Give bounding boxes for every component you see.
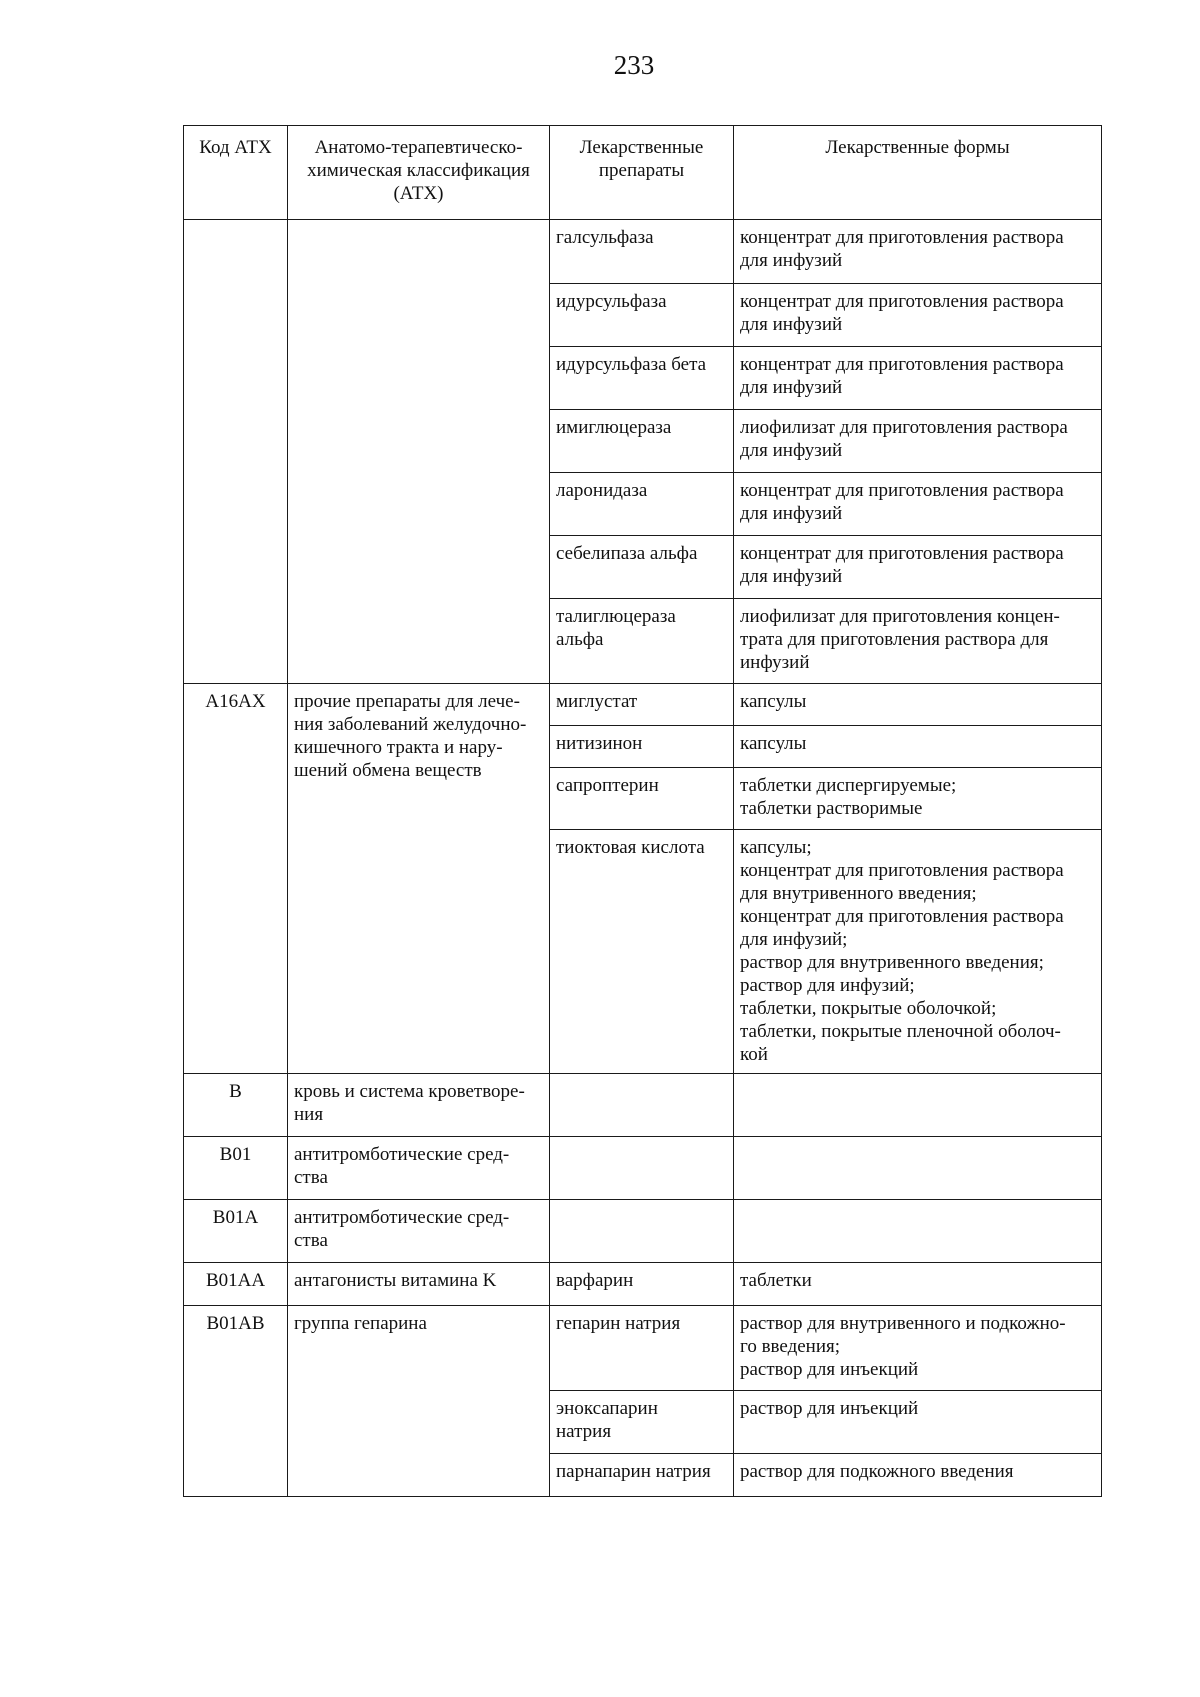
dosage-form-cell	[734, 1263, 1102, 1306]
dosage-form-cell	[734, 1306, 1102, 1391]
atc-table	[183, 125, 1102, 1497]
dosage-form-cell	[734, 768, 1102, 830]
text-line: химическая классификация	[307, 160, 530, 181]
text-line: парнапарин натрия	[556, 1461, 711, 1482]
dosage-form-cell	[734, 1454, 1102, 1497]
dosage-form-cell	[734, 284, 1102, 347]
text-line: Анатомо-терапевтическо-	[314, 137, 523, 158]
text-line: инфузий	[740, 652, 810, 673]
drug-name-cell	[550, 220, 734, 284]
drug-name-cell	[550, 284, 734, 347]
table-row	[184, 220, 1102, 284]
drug-name-cell	[550, 1454, 734, 1497]
text-line: прочие препараты для лече-	[294, 691, 520, 712]
dosage-form-cell	[734, 1391, 1102, 1454]
drug-name-cell	[550, 1200, 734, 1263]
text-line: капсулы	[740, 733, 807, 754]
text-line: антитромботические сред-	[294, 1144, 510, 1165]
table-header-row	[184, 126, 1102, 220]
text-line: кровь и система кроветворе-	[294, 1081, 525, 1102]
text-line: B	[229, 1081, 242, 1102]
drug-name-cell	[550, 410, 734, 473]
text-line: трата для приготовления раствора для	[740, 629, 1049, 650]
text-line: концентрат для приготовления раствора	[740, 906, 1064, 927]
drug-name-cell	[550, 684, 734, 726]
drug-name-cell	[550, 726, 734, 768]
drug-name-cell	[550, 1074, 734, 1137]
atc-classification-cell	[288, 220, 550, 684]
text-line: группа гепарина	[294, 1313, 427, 1334]
text-line: для инфузий	[740, 377, 843, 398]
text-line: таблетки растворимые	[740, 798, 923, 819]
text-line: антитромботические сред-	[294, 1207, 510, 1228]
dosage-form-cell	[734, 473, 1102, 536]
dosage-form-cell	[734, 1137, 1102, 1200]
atc-code-cell	[184, 1306, 288, 1497]
text-line: раствор для подкожного введения	[740, 1461, 1014, 1482]
text-line: B01A	[212, 1207, 259, 1228]
text-line: го введения;	[740, 1336, 841, 1357]
drug-name-cell	[550, 347, 734, 410]
text-line: идурсульфаза	[556, 291, 667, 312]
text-line: миглустат	[556, 691, 638, 712]
drug-name-cell	[550, 1391, 734, 1454]
text-line: галсульфаза	[556, 227, 654, 248]
text-line: B01AB	[206, 1313, 265, 1334]
text-line: кишечного тракта и нару-	[294, 737, 503, 758]
atc-classification-cell	[288, 1263, 550, 1306]
atc-classification-cell	[288, 1306, 550, 1497]
text-line: эноксапарин	[556, 1398, 658, 1419]
text-line: концентрат для приготовления раствора	[740, 291, 1064, 312]
drug-name-cell	[550, 536, 734, 599]
header-code: Код АТХ	[184, 126, 288, 220]
text-line: для инфузий	[740, 314, 843, 335]
text-line: ния заболеваний желудочно-	[294, 714, 527, 735]
table-row	[184, 1074, 1102, 1137]
text-line: Лекарственные	[579, 137, 704, 158]
atc-classification-cell	[288, 1200, 550, 1263]
atc-code-cell	[184, 1137, 288, 1200]
page-number: 233	[613, 50, 655, 80]
text-line: лиофилизат для приготовления раствора	[740, 417, 1068, 438]
text-line: антагонисты витамина K	[294, 1270, 497, 1291]
text-line: для внутривенного введения;	[740, 883, 977, 904]
dosage-form-cell	[734, 220, 1102, 284]
table-row	[184, 684, 1102, 726]
atc-classification-cell	[288, 684, 550, 1074]
text-line: B01	[219, 1144, 252, 1165]
text-line: себелипаза альфа	[556, 543, 698, 564]
text-line: для инфузий	[740, 566, 843, 587]
text-line: для инфузий	[740, 503, 843, 524]
text-line: концентрат для приготовления раствора	[740, 860, 1064, 881]
drug-name-cell	[550, 473, 734, 536]
atc-code-cell	[184, 1074, 288, 1137]
dosage-form-cell	[734, 410, 1102, 473]
drug-name-cell	[550, 1263, 734, 1306]
atc-code-cell	[184, 684, 288, 1074]
text-line: тиоктовая кислота	[556, 837, 705, 858]
text-line: раствор для инъекций	[740, 1398, 919, 1419]
text-line: кой	[740, 1044, 768, 1065]
atc-code-cell	[184, 220, 288, 684]
drug-name-cell	[550, 830, 734, 1074]
header-forms: Лекарственные формы	[734, 126, 1102, 220]
text-line: таблетки, покрытые пленочной оболоч-	[740, 1021, 1061, 1042]
dosage-form-cell	[734, 1200, 1102, 1263]
table-row	[184, 1200, 1102, 1263]
dosage-form-cell	[734, 684, 1102, 726]
text-line: концентрат для приготовления раствора	[740, 354, 1064, 375]
drug-name-cell	[550, 768, 734, 830]
atc-classification-cell	[288, 1137, 550, 1200]
dosage-form-cell	[734, 599, 1102, 684]
text-line: (АТХ)	[393, 183, 444, 204]
text-line: ларонидаза	[556, 480, 648, 501]
text-line: талиглюцераза	[556, 606, 676, 627]
text-line: таблетки, покрытые оболочкой;	[740, 998, 997, 1019]
text-line: шений обмена веществ	[294, 760, 482, 781]
text-line: B01AA	[205, 1270, 266, 1291]
table-row	[184, 1263, 1102, 1306]
text-line: капсулы	[740, 691, 807, 712]
text-line: капсулы;	[740, 837, 812, 858]
text-line: раствор для инфузий;	[740, 975, 915, 996]
dosage-form-cell	[734, 1074, 1102, 1137]
text-line: таблетки диспергируемые;	[740, 775, 957, 796]
dosage-form-cell	[734, 830, 1102, 1074]
text-line: концентрат для приготовления раствора	[740, 480, 1064, 501]
atc-code-cell	[184, 1200, 288, 1263]
text-line: для инфузий	[740, 440, 843, 461]
dosage-form-cell	[734, 536, 1102, 599]
text-line: для инфузий;	[740, 929, 848, 950]
text-line: сапроптерин	[556, 775, 659, 796]
dosage-form-cell	[734, 726, 1102, 768]
text-line: ства	[294, 1230, 328, 1251]
text-line: нитизинон	[556, 733, 643, 754]
text-line: препараты	[598, 160, 685, 181]
atc-code-cell	[184, 1263, 288, 1306]
atc-classification-cell	[288, 1074, 550, 1137]
header-drugs	[550, 126, 734, 220]
text-line: гепарин натрия	[556, 1313, 681, 1334]
text-line: концентрат для приготовления раствора	[740, 227, 1064, 248]
table-row	[184, 1137, 1102, 1200]
text-line: раствор для внутривенного и подкожно-	[740, 1313, 1066, 1334]
text-line: раствор для инъекций	[740, 1359, 919, 1380]
table-row	[184, 1306, 1102, 1391]
text-line: лиофилизат для приготовления концен-	[740, 606, 1060, 627]
text-line: ния	[294, 1104, 324, 1125]
atc-table-body	[184, 126, 1102, 1497]
text-line: концентрат для приготовления раствора	[740, 543, 1064, 564]
header-classification	[288, 126, 550, 220]
drug-name-cell	[550, 1306, 734, 1391]
text-line: раствор для внутривенного введения;	[740, 952, 1044, 973]
drug-name-cell	[550, 1137, 734, 1200]
text-line: натрия	[556, 1421, 612, 1442]
text-line: имиглюцераза	[556, 417, 672, 438]
text-line: альфа	[556, 629, 604, 650]
text-line: варфарин	[556, 1270, 634, 1291]
text-line: идурсульфаза бета	[556, 354, 707, 375]
text-line: A16AX	[205, 691, 266, 712]
text-line: для инфузий	[740, 250, 843, 271]
text-line: таблетки	[740, 1270, 812, 1291]
dosage-form-cell	[734, 347, 1102, 410]
text-line: ства	[294, 1167, 328, 1188]
drug-name-cell	[550, 599, 734, 684]
